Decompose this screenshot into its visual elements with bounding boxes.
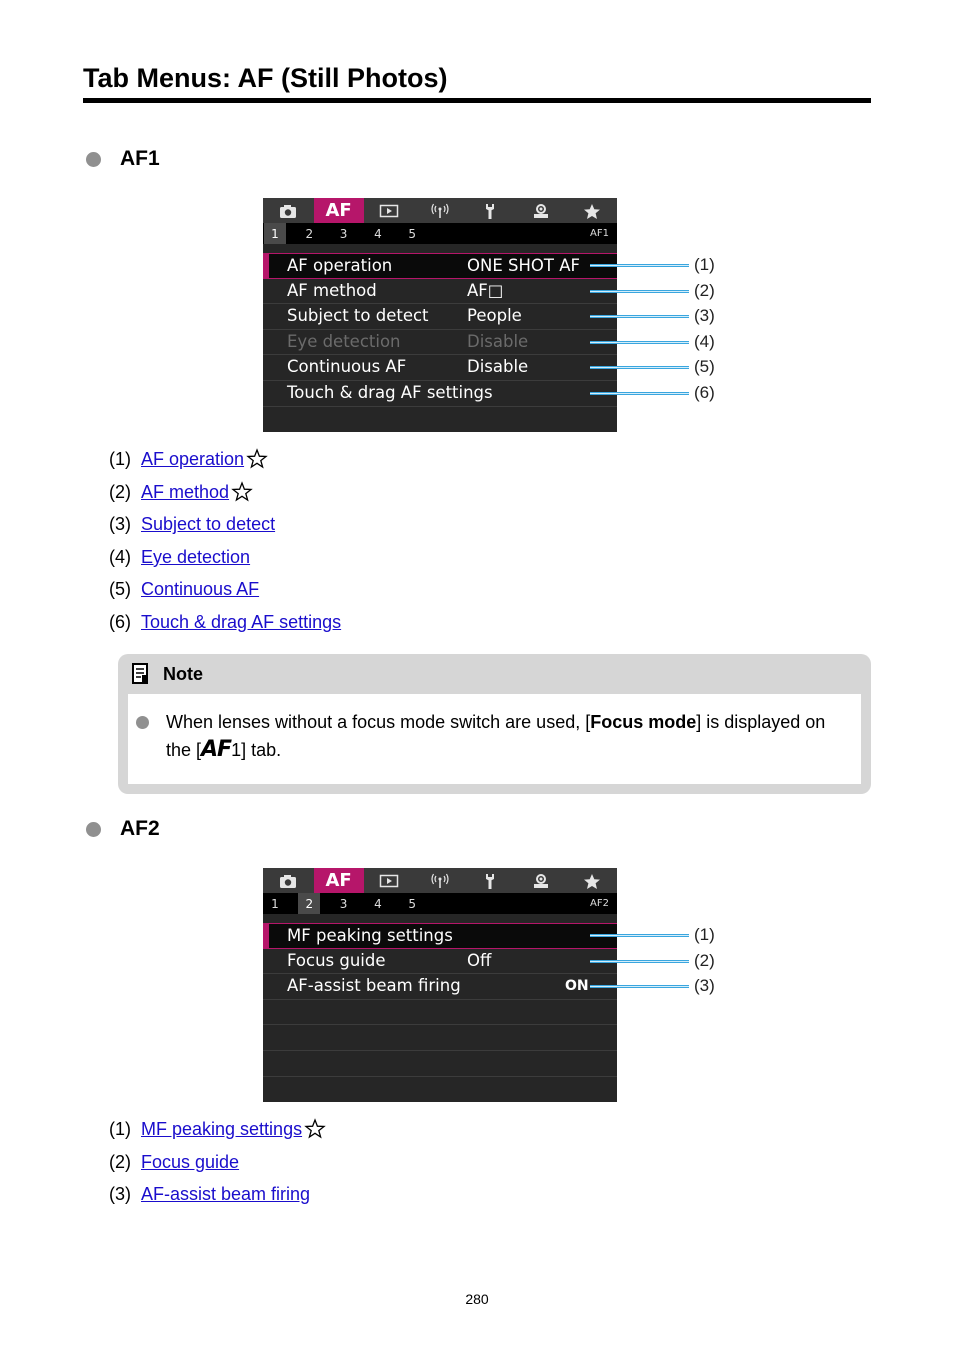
- camera-menu-row: [263, 355, 617, 381]
- camera-tab-bar: [263, 198, 617, 223]
- camera-subtab: 5: [408, 226, 416, 241]
- reference-number: (3): [109, 514, 136, 535]
- wrench-icon: [480, 203, 500, 219]
- callout-number: (2): [694, 950, 715, 970]
- reference-number: (5): [109, 579, 136, 600]
- camera-menu-row: [263, 279, 617, 305]
- camera-tab-code: AF1: [590, 228, 609, 239]
- note-bold-term: Focus mode: [590, 712, 697, 732]
- callout-number: (1): [694, 925, 715, 944]
- bullet-icon: [86, 822, 101, 837]
- reference-item: [109, 1149, 326, 1182]
- camera-subtab-bar: [263, 893, 617, 914]
- camera-menu-label: Continuous AF: [287, 357, 407, 377]
- camera-menu-label: Touch & drag AF settings: [287, 383, 493, 402]
- camera-tab-star: [567, 868, 617, 893]
- camera-menu-row: [263, 253, 617, 279]
- camera-menu-label: AF method: [287, 280, 377, 300]
- camera-tab-wrench: [465, 198, 515, 223]
- note-text-part: ] tab.: [241, 740, 282, 760]
- camera-tab-af: [314, 198, 364, 223]
- reference-item: [109, 576, 341, 609]
- star-icon: [304, 1118, 326, 1140]
- reference-number: (4): [109, 546, 136, 567]
- camera-subtab: 3: [339, 226, 348, 241]
- camera-tab-label: AF: [325, 200, 352, 221]
- camera-tab-custom: [516, 868, 566, 893]
- reference-link[interactable]: Eye detection: [141, 546, 251, 567]
- camera-subtab: 5: [408, 896, 416, 911]
- note-text: [166, 708, 846, 764]
- reference-link[interactable]: MF peaking settings: [141, 1119, 303, 1139]
- note-body: [128, 694, 861, 784]
- section-heading-text: AF2: [120, 817, 160, 840]
- reference-item: [109, 479, 341, 512]
- camera-tab-wrench: [465, 868, 515, 893]
- reference-number: (3): [109, 1184, 136, 1205]
- reference-item: [109, 511, 341, 544]
- af-tab-icon: AF: [201, 737, 232, 762]
- note-text-part: ] is displayed on the [: [166, 712, 826, 760]
- section-heading-text: AF1: [120, 147, 160, 170]
- page-number: 280: [465, 1291, 489, 1307]
- reference-item: [109, 609, 341, 642]
- reference-link[interactable]: AF operation: [141, 449, 245, 469]
- reference-list-af2: [109, 1116, 326, 1214]
- camera-menu-value: Disable: [467, 357, 529, 377]
- note-title: Note: [163, 663, 203, 684]
- star-icon: [246, 448, 268, 470]
- star-icon: [231, 481, 253, 503]
- note-icon: [132, 663, 150, 685]
- camera-tab-code: AF2: [590, 898, 609, 909]
- reference-item: [109, 1116, 326, 1149]
- play-icon: [379, 873, 399, 889]
- callout-number: (3): [694, 306, 715, 326]
- camera-menu-value: People: [467, 306, 522, 326]
- reference-number: (6): [109, 611, 136, 632]
- play-icon: [379, 203, 399, 219]
- camera-menu-label: MF peaking settings: [287, 926, 453, 945]
- callout-number: (1): [694, 255, 715, 274]
- star-icon: [582, 873, 602, 889]
- camera-menu-row: [263, 949, 617, 975]
- page-title: Tab Menus: AF (Still Photos): [83, 58, 871, 103]
- camera-icon: [278, 203, 298, 219]
- reference-item: [109, 544, 341, 577]
- reference-link[interactable]: Continuous AF: [141, 579, 260, 600]
- camera-subtab: 1: [264, 223, 286, 244]
- wrench-icon: [480, 873, 500, 889]
- section-heading-af2: [86, 817, 160, 841]
- reference-number: (1): [109, 449, 136, 469]
- reference-item: [109, 1181, 326, 1214]
- section-heading-af1: [86, 147, 160, 171]
- camera-menu-row: [263, 330, 617, 356]
- camera-menu-value: ONE SHOT AF: [467, 256, 580, 275]
- reference-link[interactable]: AF method: [141, 481, 230, 502]
- camera-tab-label: AF: [325, 870, 352, 891]
- camera-tab-af: [314, 868, 364, 893]
- camera-menu-row: [263, 1025, 617, 1051]
- camera-menu-row: [263, 381, 617, 407]
- camera-menu-label: AF-assist beam firing: [287, 976, 461, 996]
- custom-icon: [531, 203, 551, 219]
- camera-tab-play: [364, 868, 414, 893]
- camera-subtab: 2: [305, 226, 314, 241]
- note-box: [118, 654, 871, 794]
- camera-menu-label: AF operation: [287, 256, 393, 275]
- star-icon: [582, 203, 602, 219]
- camera-menu-label: Eye detection: [287, 331, 401, 351]
- camera-menu-label: Subject to detect: [287, 306, 429, 326]
- camera-tab-camera: [263, 198, 313, 223]
- reference-item: [109, 446, 341, 479]
- camera-menu-row: [263, 304, 617, 330]
- note-header: [132, 661, 203, 687]
- reference-list-af1: [109, 446, 341, 642]
- wireless-icon: [430, 873, 450, 889]
- camera-menu-screenshot-af1: [263, 198, 617, 432]
- callout-number: (2): [694, 280, 715, 300]
- callout-number: (4): [694, 331, 715, 351]
- camera-menu-row: [263, 923, 617, 949]
- camera-tab-custom: [516, 198, 566, 223]
- camera-subtab: 1: [271, 896, 279, 911]
- camera-tab-star: [567, 198, 617, 223]
- wireless-icon: [430, 203, 450, 219]
- camera-menu-label: Focus guide: [287, 950, 386, 970]
- camera-tab-wireless: [415, 198, 465, 223]
- camera-tab-wireless: [415, 868, 465, 893]
- camera-tab-play: [364, 198, 414, 223]
- reference-link[interactable]: AF-assist beam firing: [141, 1184, 311, 1205]
- camera-menu-value: ON: [565, 978, 589, 995]
- note-tab-number: 1: [231, 740, 242, 760]
- camera-tab-bar: [263, 868, 617, 893]
- reference-number: (1): [109, 1119, 136, 1139]
- camera-menu-row: [263, 1000, 617, 1026]
- camera-icon: [278, 873, 298, 889]
- custom-icon: [531, 873, 551, 889]
- camera-menu-value: Disable: [467, 331, 529, 351]
- reference-link[interactable]: Subject to detect: [141, 514, 276, 535]
- camera-subtab-bar: [263, 223, 617, 244]
- camera-subtab: 4: [374, 896, 382, 911]
- camera-menu-value: Off: [467, 950, 492, 970]
- camera-subtab: 3: [339, 896, 348, 911]
- callout-number: (6): [694, 383, 715, 402]
- reference-link[interactable]: Focus guide: [141, 1151, 240, 1172]
- reference-number: (2): [109, 481, 136, 502]
- camera-menu-screenshot-af2: [263, 868, 617, 1102]
- callout-number: (3): [694, 976, 715, 996]
- bullet-icon: [86, 152, 101, 167]
- camera-tab-camera: [263, 868, 313, 893]
- reference-number: (2): [109, 1151, 136, 1172]
- camera-subtab: 4: [374, 226, 382, 241]
- camera-menu-row: [263, 974, 617, 1000]
- camera-subtab: 2: [298, 893, 320, 914]
- reference-link[interactable]: Touch & drag AF settings: [141, 611, 342, 632]
- bullet-icon: [136, 716, 149, 729]
- note-text-part: When lenses without a focus mode switch are used, [: [166, 712, 591, 732]
- camera-menu-row: [263, 1051, 617, 1077]
- callout-number: (5): [694, 357, 715, 377]
- camera-menu-value: AF□: [467, 280, 504, 300]
